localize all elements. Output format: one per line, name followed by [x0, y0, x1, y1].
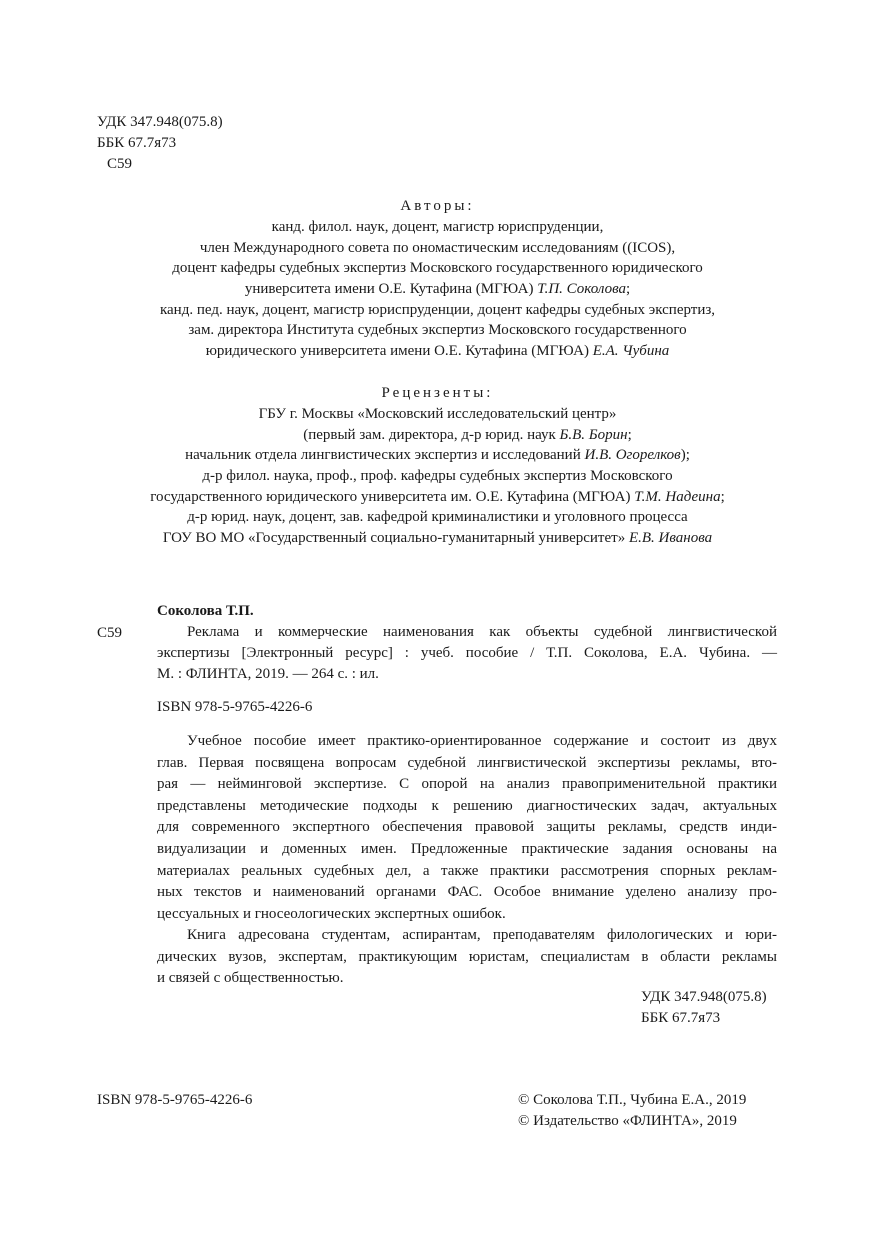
authors-line: доцент кафедры судебных экспертиз Московского государственного юридического	[172, 260, 703, 276]
udk-code-bottom: УДК 347.948(075.8)	[641, 989, 767, 1005]
reviewers-heading: Рецензенты:	[381, 385, 494, 401]
copyright-authors: © Соколова Т.П., Чубина Е.А., 2019	[518, 1092, 747, 1108]
footer-isbn: ISBN 978-5-9765-4226-6	[97, 1092, 253, 1108]
reviewer-name: Т.М. Надеина	[634, 489, 721, 505]
reviewer-name: И.В. Огорелков	[584, 447, 681, 463]
author-name: Т.П. Соколова	[537, 281, 626, 297]
copyright-publisher: © Издательство «ФЛИНТА», 2019	[518, 1113, 737, 1129]
bbk-code-bottom: ББК 67.7я73	[641, 1010, 721, 1026]
reviewer-line: д-р филол. наука, проф., проф. кафедры судебных экспертиз Московского	[202, 468, 673, 484]
bbk-code: ББК 67.7я73	[97, 135, 177, 151]
authors-line: член Международного совета по ономастическим исследованиям ((ICOS),	[199, 240, 676, 256]
abstract-paragraph: Учебное пособие имеет практико-ориентированное содержание и состоит из двух глав. Первая посвящена вопросам судебной лингвистической экспертизы рекламы, вто- рая — нейминговой экспертизе. С опорой на анализ правоприменительной практики представлены методические подходы к решению диагностических задач, актуальных для современного экспертного обеспечения правовой защиты рекламы, средств инди- видуализации и доменных имен. Предложенные практические задания основаны на материалах реальных судебных дел, а также практики рассмотрения спорных реклам- ных текстов и наименований органами ФАС. Особое внимание уделено анализу про- цессуальных и гносеологических экспертных ошибок.	[157, 733, 777, 922]
author-sign: С59	[107, 156, 133, 172]
udk-code: УДК 347.948(075.8)	[97, 114, 223, 130]
catalog-isbn: ISBN 978-5-9765-4226-6	[157, 699, 313, 715]
authors-heading: Авторы:	[400, 198, 475, 214]
reviewer-line: ГОУ ВО МО «Государственный социально-гуманитарный университет» Е.В. Иванова	[162, 530, 713, 546]
author-name: Е.А. Чубина	[592, 343, 670, 359]
catalog-author: Соколова Т.П.	[157, 603, 254, 619]
reviewer-line: д-р юрид. наук, доцент, зав. кафедрой криминалистики и уголовного процесса	[187, 509, 688, 525]
reviewer-name: Б.В. Борин	[559, 427, 628, 443]
catalog-sign: С59	[97, 625, 123, 641]
reviewer-line: государственного юридического университета им. О.Е. Кутафина (МГЮА) Т.М. Надеина;	[150, 489, 725, 505]
authors-line: канд. филол. наук, доцент, магистр юриспруденции,	[271, 219, 604, 235]
reviewer-line: (первый зам. директора, д-р юрид. наук Б.В. Борин;	[303, 427, 632, 443]
authors-line: зам. директора Института судебных экспертиз Московского государственного	[188, 322, 687, 338]
reviewer-line: начальник отдела лингвистических экспертиз и исследований И.В. Огорелков);	[185, 447, 690, 463]
abstract-paragraph: Книга адресована студентам, аспирантам, преподавателям филологических и юри- дических вузов, экспертам, практикующим юристам, специалистам в области рекламы и связей с общественностью.	[157, 927, 777, 987]
reviewer-line: ГБУ г. Москвы «Московский исследовательский центр»	[258, 406, 617, 422]
authors-line: юридического университета имени О.Е. Кутафина (МГЮА) Е.А. Чубина	[205, 343, 670, 359]
authors-line: университета имени О.Е. Кутафина (МГЮА) Т.П. Соколова;	[244, 281, 631, 297]
catalog-description: Реклама и коммерческие наименования как объекты судебной лингвистической экспертизы [Электронный ресурс] : учеб. пособие / Т.П. Соколова, Е.А. Чубина. — М. : ФЛИНТА, 2019. — 264 с. : ил.	[157, 624, 777, 682]
authors-line: канд. пед. наук, доцент, магистр юриспруденции, доцент кафедры судебных экспертиз,	[159, 302, 716, 318]
reviewer-name: Е.В. Иванова	[628, 530, 713, 546]
